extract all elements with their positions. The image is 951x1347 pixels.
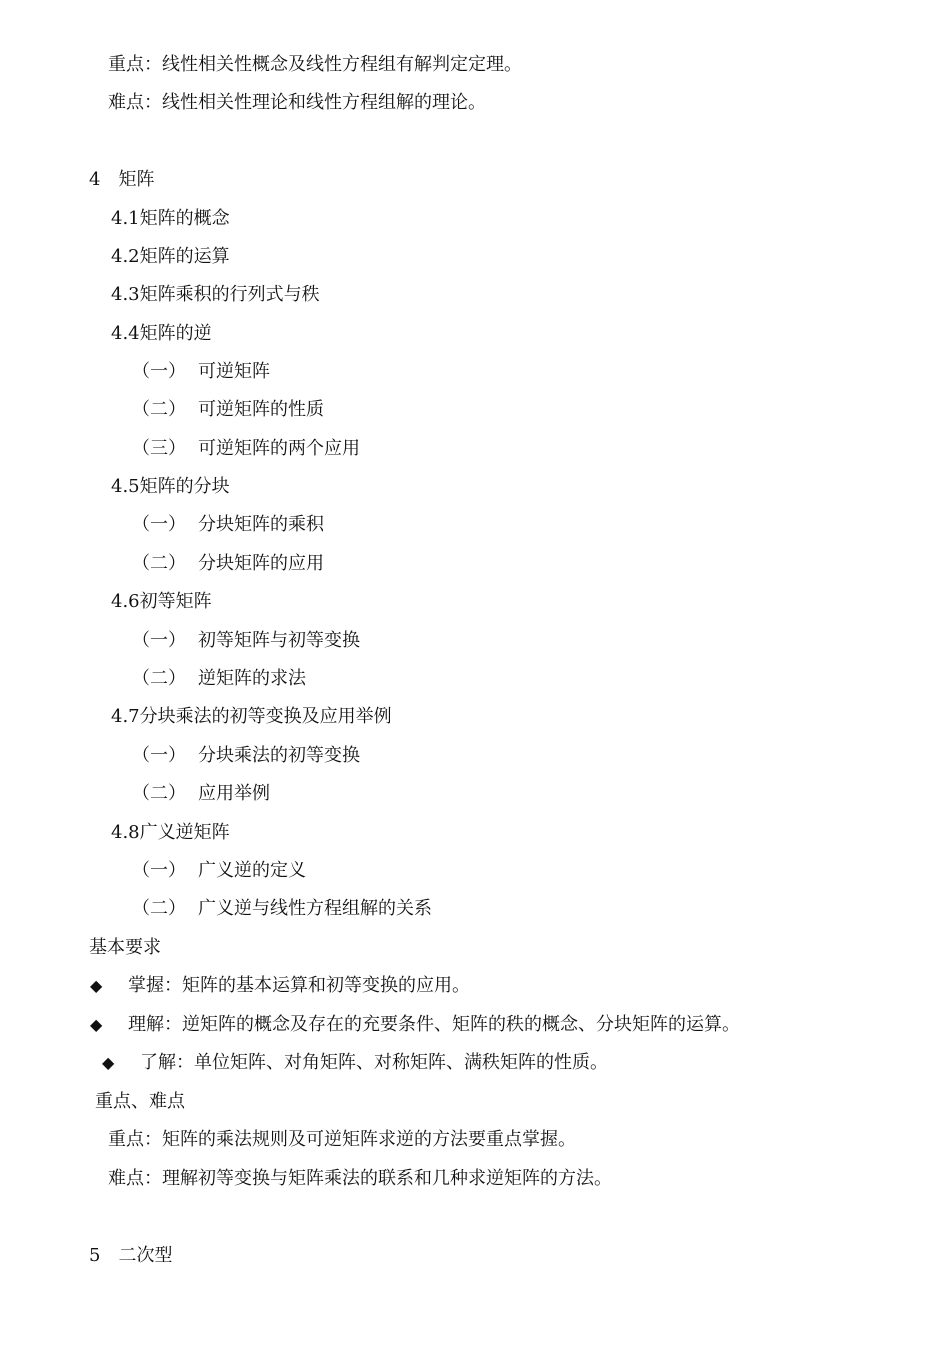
subitem-number: （二） <box>132 668 186 689</box>
subitem-text: 应用举例 <box>198 783 270 804</box>
diamond-bullet-icon: ◆ <box>90 1015 103 1034</box>
subitem-number: （一） <box>132 630 186 651</box>
subitem-4-8-1 <box>132 862 306 880</box>
subitem-number: （二） <box>132 399 186 420</box>
subitem-4-5-2 <box>132 555 324 573</box>
subitem-number: （二） <box>132 783 186 804</box>
section-4-4: 4.4矩阵的逆 <box>111 323 212 344</box>
subitem-4-4-2 <box>132 401 324 419</box>
subitem-number: （一） <box>132 361 186 382</box>
requirement-text: 理解：逆矩阵的概念及存在的充要条件、矩阵的秩的概念、分块矩阵的运算。 <box>128 1014 740 1035</box>
subitem-text: 可逆矩阵 <box>198 361 270 382</box>
subitem-4-5-1 <box>132 516 324 534</box>
subitem-text: 广义逆与线性方程组解的关系 <box>198 898 432 919</box>
subitem-number: （一） <box>132 514 186 535</box>
subitem-number: （一） <box>132 745 186 766</box>
subitem-number: （二） <box>132 898 186 919</box>
focus-heading: 重点、难点 <box>95 1091 185 1112</box>
chapter-4-title: 4 矩阵 <box>89 169 155 190</box>
subitem-number: （二） <box>132 553 186 574</box>
chapter-4-difficulties: 难点：理解初等变换与矩阵乘法的联系和几种求逆矩阵的方法。 <box>108 1168 612 1189</box>
subitem-text: 初等矩阵与初等变换 <box>198 630 360 651</box>
subitem-number: （三） <box>132 438 186 459</box>
subitem-4-4-3 <box>132 440 360 458</box>
subitem-4-7-1 <box>132 747 360 765</box>
top-difficulties: 难点：线性相关性理论和线性方程组解的理论。 <box>108 92 486 113</box>
diamond-bullet-icon: ◆ <box>102 1053 115 1072</box>
requirements-heading: 基本要求 <box>89 937 161 958</box>
diamond-bullet-icon: ◆ <box>90 976 103 995</box>
subitem-4-8-2 <box>132 900 432 918</box>
requirement-master <box>90 977 470 995</box>
subitem-text: 可逆矩阵的两个应用 <box>198 438 360 459</box>
chapter-5-title: 5 二次型 <box>89 1245 173 1266</box>
top-key-points: 重点：线性相关性概念及线性方程组有解判定定理。 <box>108 54 522 75</box>
subitem-4-6-1 <box>132 632 360 650</box>
subitem-4-6-2 <box>132 670 306 688</box>
section-4-2: 4.2矩阵的运算 <box>111 246 230 267</box>
requirement-text: 了解：单位矩阵、对角矩阵、对称矩阵、满秩矩阵的性质。 <box>140 1052 608 1073</box>
subitem-text: 逆矩阵的求法 <box>198 668 306 689</box>
subitem-text: 可逆矩阵的性质 <box>198 399 324 420</box>
requirement-understand <box>90 1016 740 1034</box>
section-4-5: 4.5矩阵的分块 <box>111 476 230 497</box>
requirement-text: 掌握：矩阵的基本运算和初等变换的应用。 <box>128 975 470 996</box>
subitem-text: 分块矩阵的应用 <box>198 553 324 574</box>
subitem-4-4-1 <box>132 363 270 381</box>
subitem-text: 广义逆的定义 <box>198 860 306 881</box>
section-4-8: 4.8广义逆矩阵 <box>111 822 230 843</box>
section-4-6: 4.6初等矩阵 <box>111 591 212 612</box>
subitem-4-7-2 <box>132 785 270 803</box>
chapter-4-key-points: 重点：矩阵的乘法规则及可逆矩阵求逆的方法要重点掌握。 <box>108 1129 576 1150</box>
subitem-text: 分块乘法的初等变换 <box>198 745 360 766</box>
subitem-number: （一） <box>132 860 186 881</box>
section-4-1: 4.1矩阵的概念 <box>111 208 230 229</box>
section-4-3: 4.3矩阵乘积的行列式与秩 <box>111 284 320 305</box>
subitem-text: 分块矩阵的乘积 <box>198 514 324 535</box>
requirement-know <box>102 1054 608 1072</box>
section-4-7: 4.7分块乘法的初等变换及应用举例 <box>111 706 392 727</box>
